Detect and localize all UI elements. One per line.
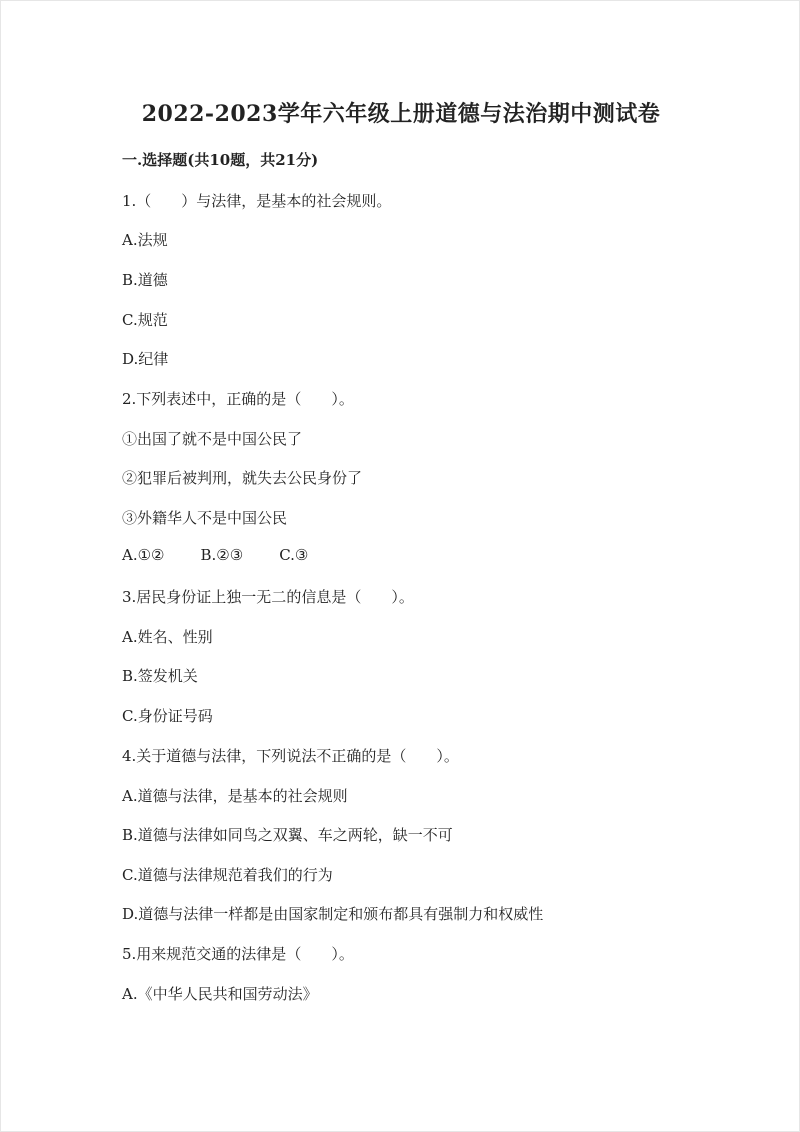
question-1-option-c: C.规范 bbox=[122, 311, 168, 329]
question-5-stem: 5.用来规范交通的法律是（ ）。 bbox=[122, 945, 354, 963]
question-2-option-b: B.②③ bbox=[200, 546, 244, 564]
question-2-statement-1: ①出国了就不是中国公民了 bbox=[122, 430, 303, 448]
question-4-option-c: C.道德与法律规范着我们的行为 bbox=[122, 866, 333, 884]
question-1-stem: 1.（ ）与法律，是基本的社会规则。 bbox=[122, 192, 392, 210]
question-4-option-a: A.道德与法律，是基本的社会规则 bbox=[122, 787, 348, 805]
question-3-option-a: A.姓名、性别 bbox=[122, 628, 213, 646]
question-1-option-b: B.道德 bbox=[122, 271, 168, 289]
question-2-statement-3: ③外籍华人不是中国公民 bbox=[122, 509, 288, 527]
question-3-stem: 3.居民身份证上独一无二的信息是（ ）。 bbox=[122, 588, 414, 606]
question-4-stem: 4.关于道德与法律，下列说法不正确的是（ ）。 bbox=[122, 747, 459, 765]
section-heading: 一.选择题(共10题，共21分) bbox=[122, 151, 319, 169]
question-2-options-row bbox=[122, 546, 308, 564]
question-4-option-d: D.道德与法律一样都是由国家制定和颁布都具有强制力和权威性 bbox=[122, 905, 544, 923]
question-2-option-c: C.③ bbox=[279, 546, 309, 564]
question-1-option-a: A.法规 bbox=[122, 231, 168, 249]
question-4-option-b: B.道德与法律如同鸟之双翼、车之两轮，缺一不可 bbox=[122, 826, 453, 844]
question-1-option-d: D.纪律 bbox=[122, 350, 169, 368]
question-2-option-a: A.①② bbox=[122, 546, 165, 564]
page-title: 2022-2023学年六年级上册道德与法治期中测试卷 bbox=[141, 101, 661, 127]
question-2-stem: 2.下列表述中，正确的是（ ）。 bbox=[122, 390, 354, 408]
question-3-option-c: C.身份证号码 bbox=[122, 707, 213, 725]
question-2-statement-2: ②犯罪后被判刑，就失去公民身份了 bbox=[122, 469, 363, 487]
question-3-option-b: B.签发机关 bbox=[122, 667, 198, 685]
question-5-option-a: A.《中华人民共和国劳动法》 bbox=[122, 985, 318, 1003]
